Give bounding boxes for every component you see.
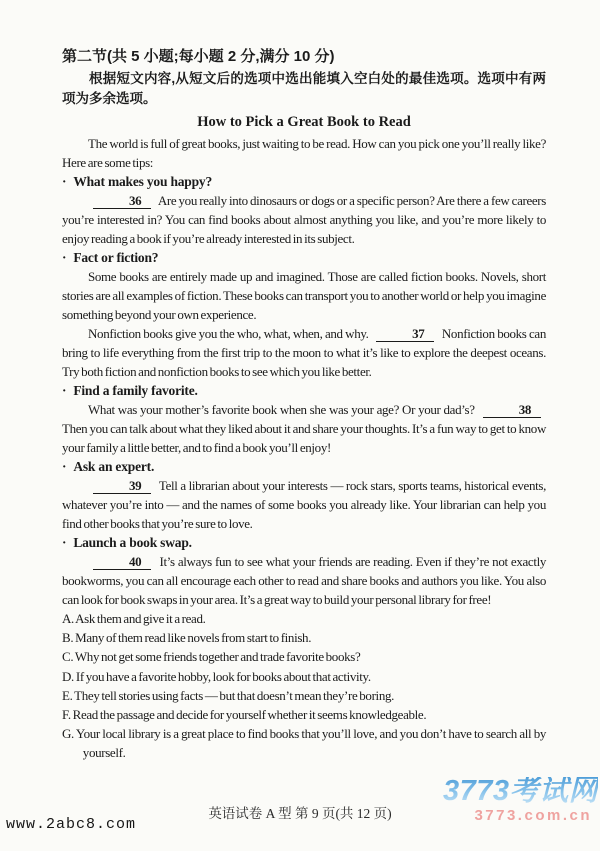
paragraph-text: What was your mother’s favorite book when she was your age? Or your dad’s? — [88, 402, 475, 417]
paragraph-fiction: Some books are entirely made up and imagined. Those are called fiction books. Novels, short stories are all examples of fiction. These books can transport you to another world or help you imagine something beyond your own experience. — [62, 269, 546, 322]
paragraph-text: Tell a librarian about your interests — rock stars, sports teams, historical events, whatever you’re into — and the names of some books you already like. Your librarian can help you find other books that you’re sure to love. — [62, 478, 546, 531]
section-heading: 第二节(共 5 小题;每小题 2 分,满分 10 分) — [62, 48, 335, 65]
paragraph-text: It’s always fun to see what your friends are reading. Even if they’re not exactly bookworms, you can all encourage each other to read and share books and authors you like. You also can look for book swaps in your area. It’s a great way to build your personal library for free! — [62, 554, 546, 607]
paragraph-q36 — [62, 191, 546, 248]
tip-heading-launch-a-book-swap — [62, 533, 546, 552]
tip-heading-what-makes-you-happy — [62, 172, 546, 191]
watermark-logo-text: 3773考试网 — [442, 775, 598, 807]
tip-heading-find-a-family-favorite — [62, 381, 546, 400]
watermark-site-url: www.2abc8.com — [6, 816, 137, 833]
paragraph-text: Are you really into dinosaurs or dogs or a specific person? Are there a few careers you’re interested in? You can find books about almost anything you like, and you’re more likely to enjoy reading a book if you’re already interested in its subject. — [62, 193, 546, 246]
tip-title: Fact or fiction? — [73, 250, 159, 265]
paragraph-q37 — [62, 324, 546, 381]
blank-38: 38 — [483, 403, 541, 418]
blank-39: 39 — [93, 479, 151, 494]
bullet-dot-icon: · — [62, 174, 67, 189]
paragraph-q40 — [62, 552, 546, 609]
paragraph-q38 — [62, 400, 546, 457]
option-e: E. They tell stories using facts — but that doesn’t mean they’re boring. — [62, 687, 395, 703]
option-a: A. Ask them and give it a read. — [62, 611, 206, 626]
tip-title: Find a family favorite. — [73, 383, 198, 398]
tip-title: What makes you happy? — [73, 174, 213, 189]
option-b: B. Many of them read like novels from start to finish. — [62, 630, 312, 646]
paragraph-text: Nonfiction books can bring to life everything from the first trip to the moon to what it’s like to explore the deepest oceans. Try both fiction and nonfiction books to see which you like better. — [62, 326, 546, 379]
paragraph-text: Then you can talk about what they liked about it and share your thoughts. It’s a fun way to get to know your family a little better, and to find a book you’ll enjoy! — [62, 421, 546, 455]
page-footer: 英语试卷 A 型 第 9 页(共 12 页) — [208, 806, 392, 821]
option-d: D. If you have a favorite hobby, look for books about that activity. — [62, 668, 371, 684]
passage-title: How to Pick a Great Book to Read — [197, 114, 411, 130]
bullet-dot-icon: · — [62, 250, 67, 265]
answer-options-list — [62, 609, 546, 763]
option-c: C. Why not get some friends together and trade favorite books? — [62, 649, 361, 665]
exam-content — [62, 46, 546, 763]
bullet-dot-icon: · — [62, 535, 67, 550]
option-g: G. Your local library is a great place to find books that you’ll love, and you don’t have to search all by yourself. — [62, 726, 546, 761]
paragraph-text: Nonfiction books give you the who, what, when, and why. — [88, 326, 369, 341]
blank-36: 36 — [93, 194, 151, 209]
section-instructions: 根据短文内容,从短文后的选项中选出能填入空白处的最佳选项。选项中有两项为多余选项。 — [62, 71, 546, 106]
tip-title: Launch a book swap. — [73, 535, 192, 550]
passage-intro: The world is full of great books, just waiting to be read. How can you pick one you’ll really like? Here are some tips: — [62, 136, 546, 170]
tip-heading-fact-or-fiction — [62, 248, 546, 267]
blank-37: 37 — [376, 327, 434, 342]
option-f: F. Read the passage and decide for yourself whether it seems knowledgeable. — [62, 707, 427, 723]
watermark-3773-logo — [443, 777, 598, 823]
bullet-dot-icon: · — [62, 459, 67, 474]
paragraph-q39 — [62, 476, 546, 533]
watermark-logo-url: 3773.com.cn — [474, 807, 592, 824]
tip-title: Ask an expert. — [73, 459, 155, 474]
bullet-dot-icon: · — [62, 383, 67, 398]
tip-heading-ask-an-expert — [62, 457, 546, 476]
blank-40: 40 — [93, 555, 151, 570]
